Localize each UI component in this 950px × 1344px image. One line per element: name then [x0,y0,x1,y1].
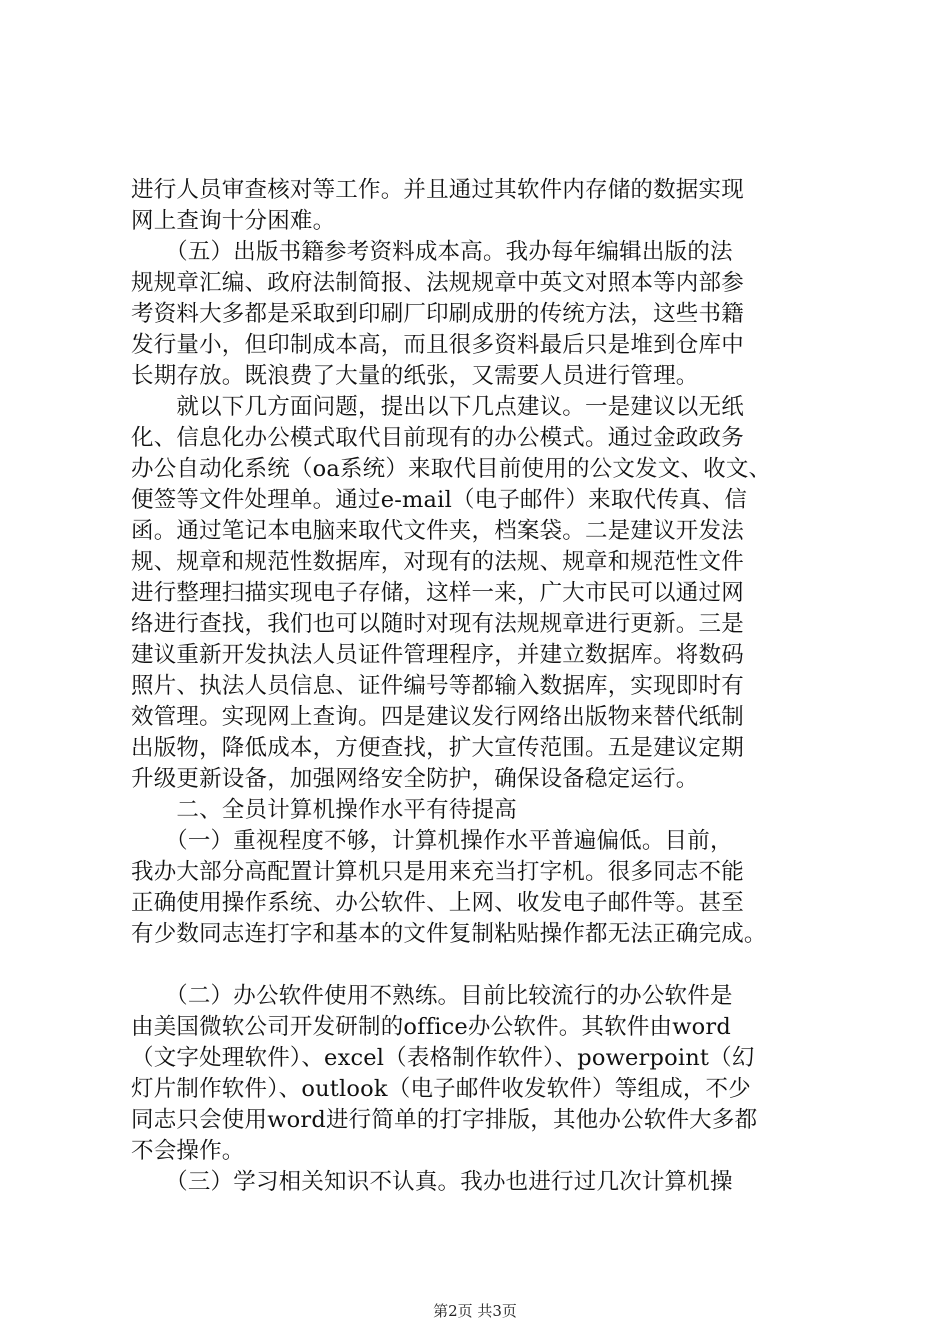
text-line: 由美国微软公司开发研制的office办公软件。其软件由word [131,1014,731,1040]
blank-line [131,950,851,981]
text-line: 照片、执法人员信息、证件编号等都输入数据库，实现即时有 [131,673,744,699]
text-line: 就以下几方面问题，提出以下几点建议。一是建议以无纸 [131,394,744,420]
text-line: （文字处理软件）、excel（表格制作软件）、powerpoint（幻 [131,1045,755,1071]
text-line: 二、全员计算机操作水平有待提高 [131,797,517,823]
text-line: 化、信息化办公模式取代目前现有的办公模式。通过金政政务 [131,425,744,451]
text-line: 灯片制作软件）、outlook（电子邮件收发软件）等组成，不少 [131,1076,751,1102]
text-line: 函。通过笔记本电脑来取代文件夹，档案袋。二是建议开发法 [131,518,744,544]
text-line: 规规章汇编、政府法制简报、法规规章中英文对照本等内部参 [131,270,744,296]
text-line: 长期存放。既浪费了大量的纸张，又需要人员进行管理。 [131,363,699,389]
text-line: 进行人员审查核对等工作。并且通过其软件内存储的数据实现 [131,177,744,203]
text-line: 出版物，降低成本，方便查找，扩大宣传范围。五是建议定期 [131,735,744,761]
text-line: （三）学习相关知识不认真。我办也进行过几次计算机操 [131,1169,733,1195]
text-line: 办公自动化系统（oa系统）来取代目前使用的公文发文、收文、 [131,456,772,482]
text-line: 考资料大多都是采取到印刷厂印刷成册的传统方法，这些书籍 [131,301,744,327]
text-line: 升级更新设备，加强网络安全防护，确保设备稳定运行。 [131,766,699,792]
text-line: 发行量小，但印制成本高，而且很多资料最后只是堆到仓库中 [131,332,744,358]
text-line: 我办大部分高配置计算机只是用来充当打字机。很多同志不能 [131,859,744,885]
text-line: 网上查询十分困难。 [131,208,336,234]
text-line: 络进行查找，我们也可以随时对现有法规规章进行更新。三是 [131,611,744,637]
text-line: 不会操作。 [131,1138,245,1164]
text-line: （二）办公软件使用不熟练。目前比较流行的办公软件是 [131,983,733,1009]
text-line: 正确使用操作系统、办公软件、上网、收发电子邮件等。甚至 [131,890,744,916]
page-footer: 第2页 共3页 [433,1302,517,1320]
text-line: 效管理。实现网上查询。四是建议发行网络出版物来替代纸制 [131,704,744,730]
text-line: 便签等文件处理单。通过e-mail（电子邮件）来取代传真、信 [131,487,748,513]
document-body [131,175,851,1198]
text-line: （一）重视程度不够，计算机操作水平普遍偏低。目前， [131,828,733,854]
text-line: 同志只会使用word进行简单的打字排版，其他办公软件大多都 [131,1107,758,1133]
text-line: 建议重新开发执法人员证件管理程序，并建立数据库。将数码 [131,642,744,668]
text-line: （五）出版书籍参考资料成本高。我办每年编辑出版的法 [131,239,733,265]
text-line: 进行整理扫描实现电子存储，这样一来，广大市民可以通过网 [131,580,744,606]
text-line: 有少数同志连打字和基本的文件复制粘贴操作都无法正确完成。 [131,921,767,947]
text-line: 规、规章和规范性数据库，对现有的法规、规章和规范性文件 [131,549,744,575]
